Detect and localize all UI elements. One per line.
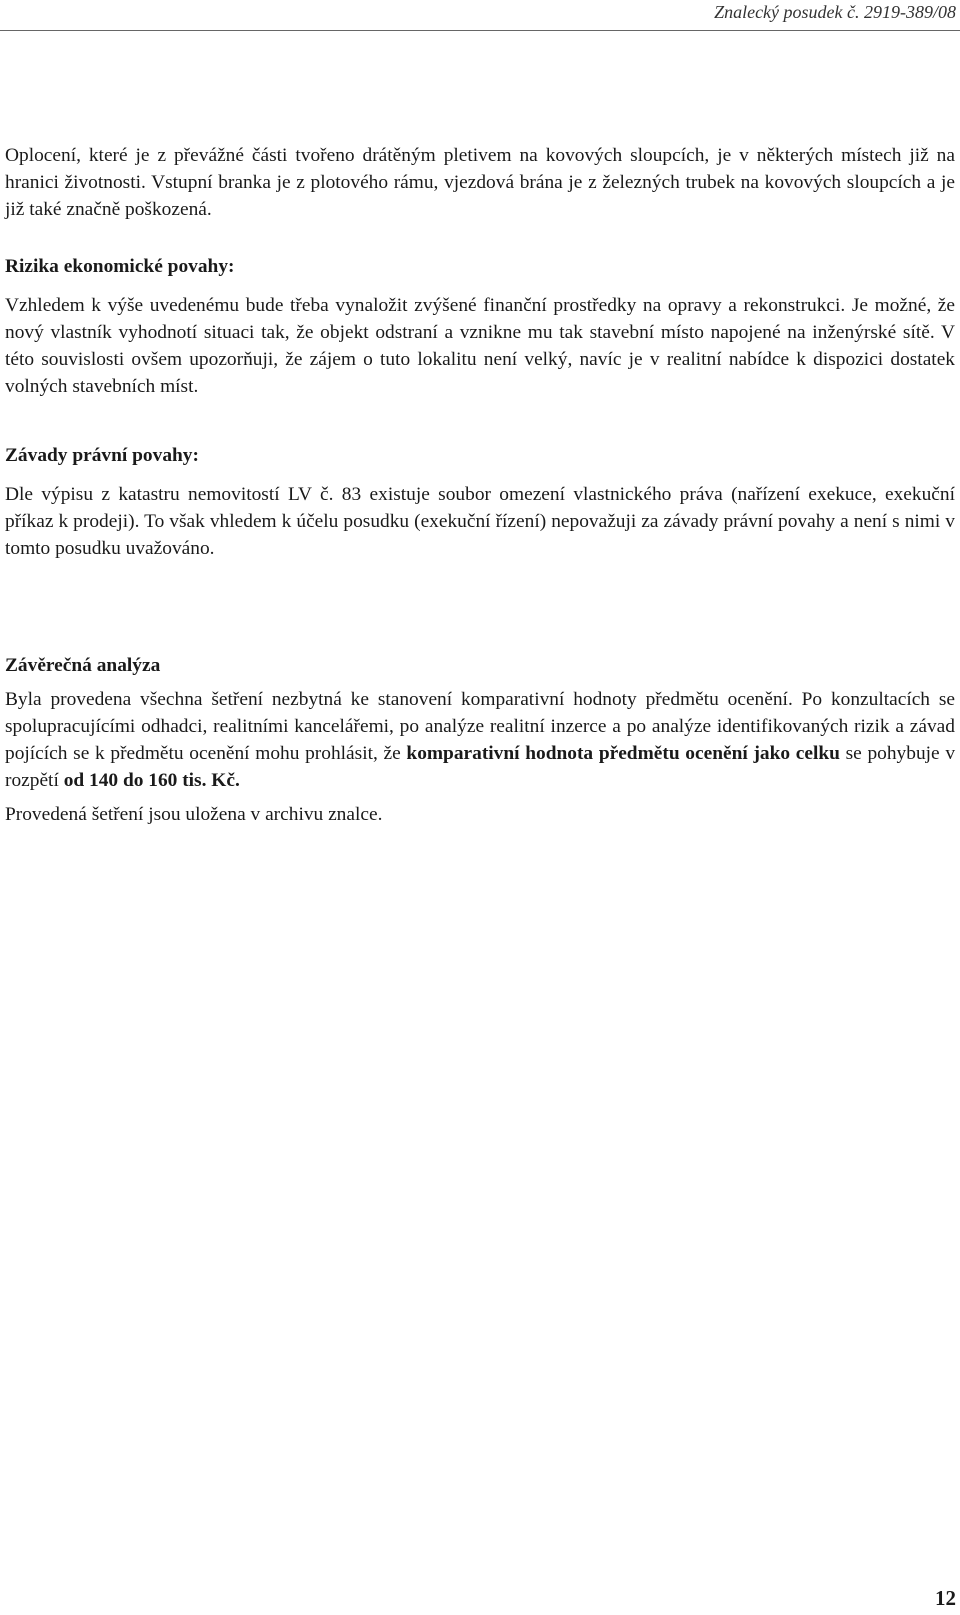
value-range: od 140 do 160 tis. Kč. xyxy=(63,770,240,791)
final-analysis-heading: Závěrečná analýza xyxy=(5,655,161,676)
legal-defects-heading: Závady právní povahy: xyxy=(5,445,199,466)
archive-note: Provedená šetření jsou uložena v archivu znalce. xyxy=(5,804,383,825)
economic-risks-paragraph: Vzhledem k výše uvedenému bude třeba vynaložit zvýšené finanční prostředky na opravy a rekonstrukci. Je možné, že nový vlastník vyhodnotí situaci tak, že objekt odstraní a vznikne mu tak stavební místo napojené na inženýrské sítě. V této souvislosti ovšem upozorňuji, že zájem o tuto lokalitu není velký, navíc je v realitní nabídce k dispozici dostatek volných stavebních míst. xyxy=(5,295,955,397)
page-number: 12 xyxy=(935,1586,956,1610)
final-analysis-paragraph xyxy=(5,686,955,794)
fence-paragraph: Oplocení, které je z převážné části tvořeno drátěným pletivem na kovových sloupcích, je v některých místech již na hranici životnosti. Vstupní branka je z plotového rámu, vjezdová brána je z železných trubek na kovových sloupcích a je již také značně poškozená. xyxy=(5,145,955,220)
page-content xyxy=(5,142,955,828)
economic-risks-heading: Rizika ekonomické povahy: xyxy=(5,256,235,277)
comparative-value-label: komparativní hodnota předmětu ocenění jako celku xyxy=(406,743,840,764)
final-analysis-text-1: Byla provedena všechna šetření nezbytná ke stanovení komparativní hodnoty předmětu ocenění. Po konzultacích se spolupracujícími odhadci, realitními kancelářemi, po analýze realitní inzerce a po analýze identifikovaných rizik a závad pojících se k předmětu ocenění mohu prohlásit, že xyxy=(5,689,955,764)
legal-defects-paragraph: Dle výpisu z katastru nemovitostí LV č. 83 existuje soubor omezení vlastnického práva (nařízení exekuce, exekuční příkaz k prodeji). To však vhledem k účelu posudku (exekuční řízení) nepovažuji za závady právní povahy a není s nimi v tomto posudku uvažováno. xyxy=(5,484,955,559)
header-divider xyxy=(0,30,960,31)
final-analysis-text-2: se pohybuje v rozpětí xyxy=(5,743,956,791)
document-reference-header: Znalecký posudek č. 2919-389/08 xyxy=(714,2,956,22)
